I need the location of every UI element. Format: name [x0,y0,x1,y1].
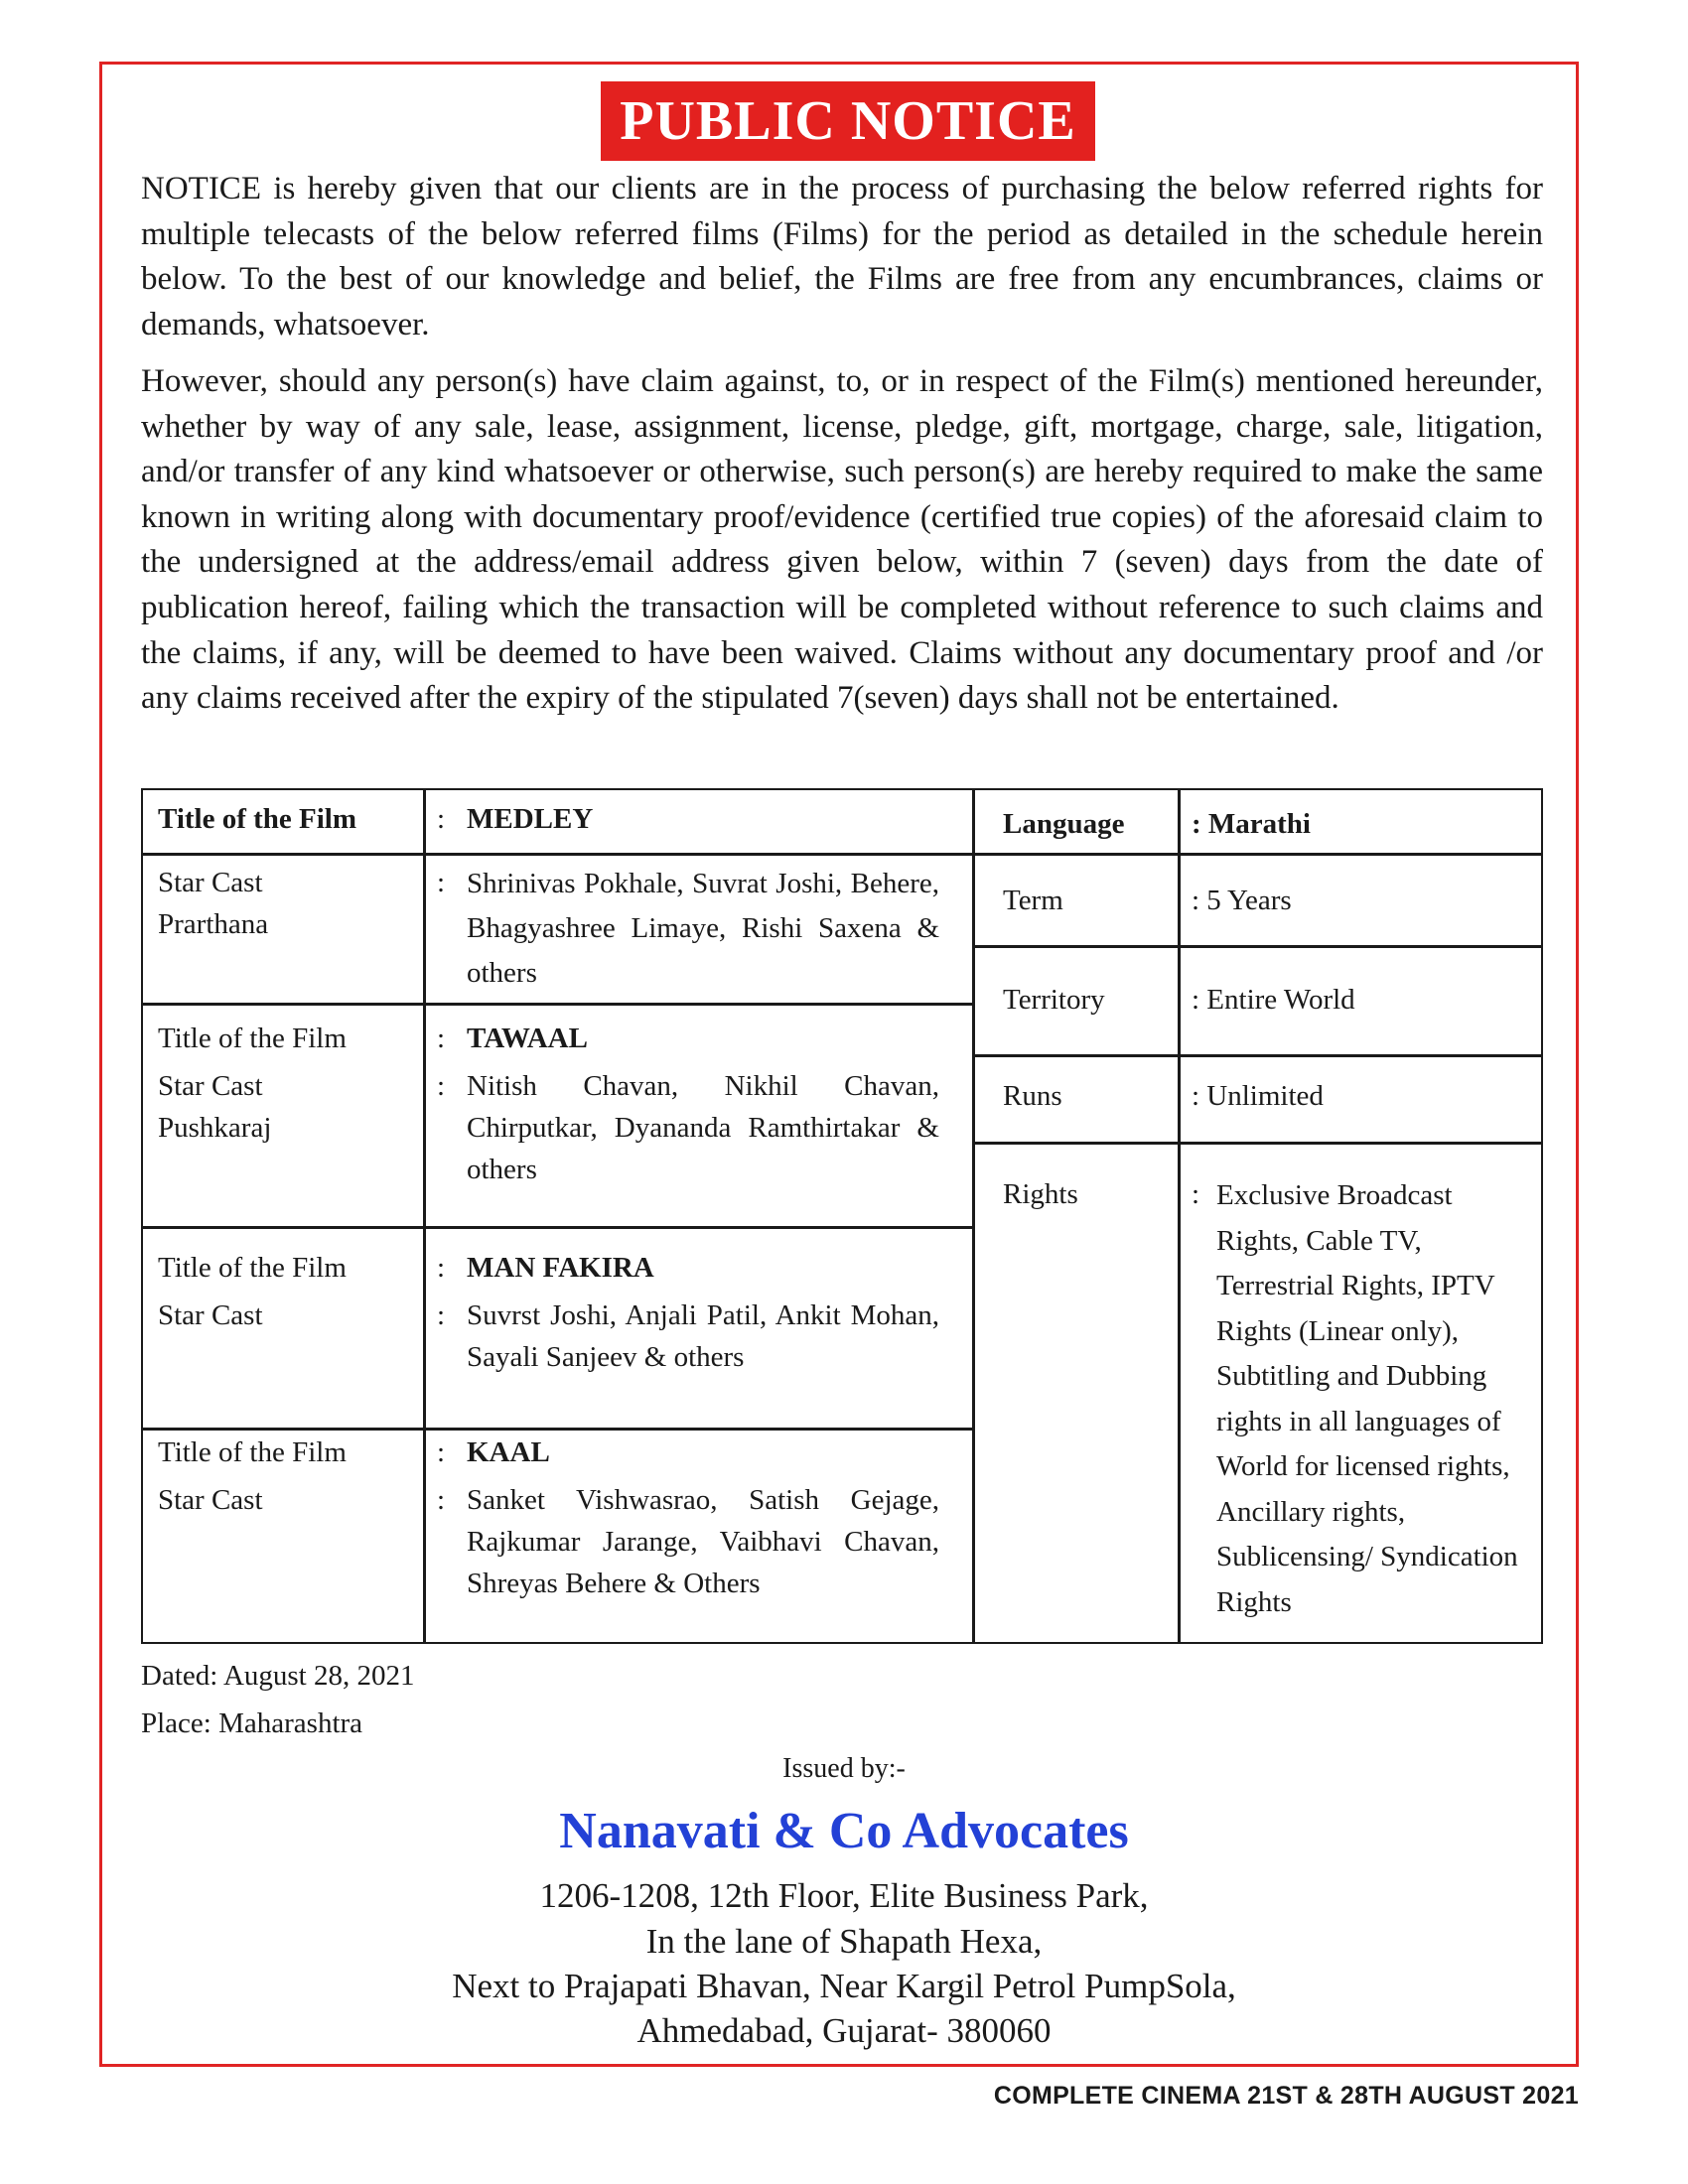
term-label-language: Language [1003,808,1125,840]
term-value-runs: : Unlimited [1192,1080,1324,1112]
colon: : [437,1436,446,1468]
publication-footer: COMPLETE CINEMA 21ST & 28TH AUGUST 2021 [993,2082,1579,2110]
table-divider [973,1054,1543,1057]
table-divider [1178,788,1181,1644]
star-cast-label-extra: Pushkaraj [158,1112,272,1144]
term-label-territory: Territory [1003,984,1105,1016]
colon: : [437,867,446,898]
term-value-language: : Marathi [1192,808,1311,840]
address-line: Next to Prajapati Bhavan, Near Kargil Petrol PumpSola, [452,1967,1236,2005]
term-value-territory: : Entire World [1192,984,1355,1016]
star-cast-label: Star Cast [158,1299,263,1331]
colon: : [437,1484,446,1516]
table-divider [141,1003,975,1006]
film-title-label: Title of the Film [158,1252,347,1284]
star-cast-label: Star Cast [158,1484,263,1516]
colon: : [437,803,446,835]
notice-title: PUBLIC NOTICE [601,81,1095,161]
table-divider [973,945,1543,948]
term-label-rights: Rights [1003,1178,1078,1210]
star-cast: Nitish Chavan, Nikhil Chavan, Chirputkar, Dyananda Ramthirtakar & others [467,1070,939,1185]
film-title-label: Title of the Film [158,1436,347,1468]
term-label-runs: Runs [1003,1080,1062,1112]
colon: : [437,1252,446,1284]
term-label-term: Term [1003,885,1063,916]
film-title: MAN FAKIRA [467,1252,654,1284]
notice-paragraph: NOTICE is hereby given that our clients are in the process of purchasing the below referred rights for multiple telecasts of the below referred films (Films) for the period as detailed in the schedule herein below. To the best of our knowledge and belief, the Films are free from any encumbrances, claims or demands, whatsoever. [141,171,1543,342]
film-title-label: Title of the Film [158,1023,347,1054]
star-cast: Suvrst Joshi, Anjali Patil, Ankit Mohan, Sayali Sanjeev & others [467,1299,939,1373]
star-cast-label-extra: Prarthana [158,908,269,940]
table-divider [141,1428,975,1431]
star-cast-label: Star Cast [158,1070,263,1102]
colon: : [437,1070,446,1102]
colon: : [437,1299,446,1331]
film-title: KAAL [467,1436,550,1468]
address-line: In the lane of Shapath Hexa, [645,1922,1043,1961]
film-title: TAWAAL [467,1023,588,1054]
term-value-term: : 5 Years [1192,885,1292,916]
notice-paragraph: However, should any person(s) have claim against, to, or in respect of the Film(s) mentioned hereunder, whether by way of any sale, lease, assignment, license, pledge, gift, mortgage, charge, sale, litigation, and/or transfer of any kind whatsoever or otherwise, such person(s) are hereby required to make the same known in writing along with documentary proof/evidence (certified true copies) of the aforesaid claim to the undersigned at the address/email address given below, within 7 (seven) days from the date of publication hereof, failing which the transaction will be completed without reference to such claims and the claims, if any, will be deemed to have been waived. Claims without any documentary proof and /or any claims received after the expiry of the stipulated 7(seven) days shall not be entertained. [141,363,1543,717]
film-title-label: Title of the Film [158,803,357,835]
address-line: 1206-1208, 12th Floor, Elite Business Park, [539,1876,1149,1915]
address-line: Ahmedabad, Gujarat- 380060 [636,2011,1052,2050]
term-value-rights: Exclusive Broadcast Rights, Cable TV, Terrestrial Rights, IPTV Rights (Linear only), Subtitling and Dubbing rights in all languages of World for licensed rights, Ancillary rights, Sublicensing/ Syndication Rights [1216,1179,1518,1618]
star-cast: Shrinivas Pokhale, Suvrat Joshi, Behere, Bhagyashree Limaye, Rishi Saxena & others [467,868,939,989]
table-divider [423,788,426,1644]
star-cast-label: Star Cast [158,867,263,898]
firm-name: Nanavati & Co Advocates [559,1803,1129,1859]
dated: Dated: August 28, 2021 [141,1660,415,1692]
table-divider [141,853,975,856]
star-cast: Sanket Vishwasrao, Satish Gejage, Rajkumar Jarange, Vaibhavi Chavan, Shreyas Behere & Others [467,1484,939,1599]
table-divider [141,1226,975,1229]
table-divider [972,788,975,1644]
table-divider [973,1142,1543,1145]
table-divider [973,853,1543,856]
colon: : [437,1023,446,1054]
place: Place: Maharashtra [141,1707,363,1739]
film-title: MEDLEY [467,803,594,835]
colon: : [1192,1178,1200,1210]
issued-by: Issued by:- [782,1753,906,1784]
